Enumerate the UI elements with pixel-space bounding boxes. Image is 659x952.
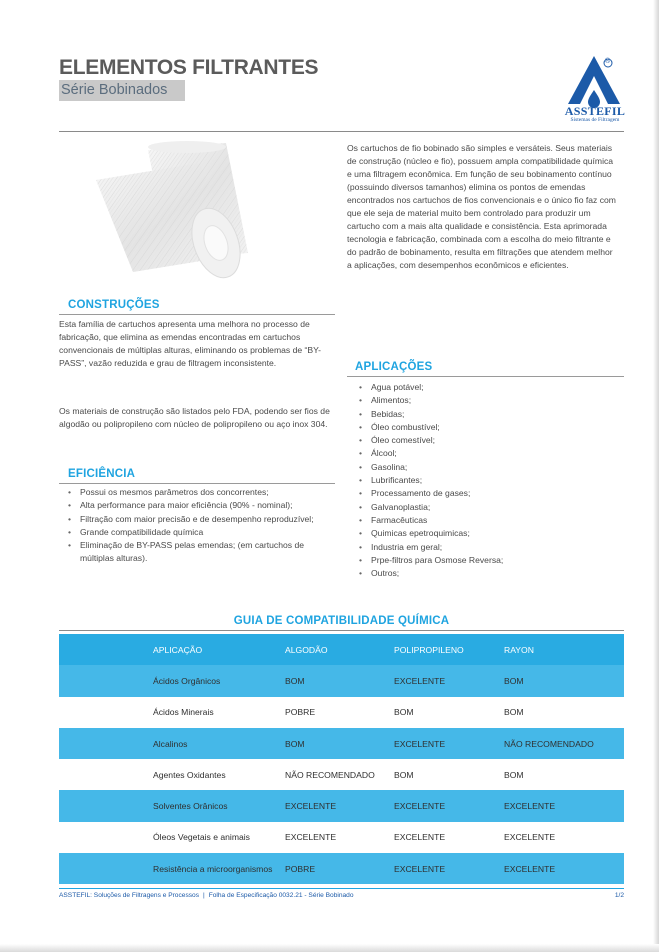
guide-title: GUIA DE COMPATIBILIDADE QUÍMICA	[233, 615, 450, 627]
compatibility-table	[59, 634, 624, 884]
list-item: • Agua potável;	[355, 381, 615, 394]
list-item: • Bebidas;	[355, 408, 615, 421]
table-cell: BOM	[285, 675, 305, 686]
table-row	[59, 728, 624, 759]
table-cell: Solventes Orânicos	[153, 801, 228, 812]
intro-paragraph: Os cartuchos de fio bobinado são simples e versáteis. Seus materiais de construção (núcleo e fio), possuem ampla compatibilidade química e uma filtragem econômica. Em função de seu bobinamento contínuo (possuindo diversos tamanhos) elimina os pontos de emendas encontrados nos cartuchos de fios convencionais e o único fio faz com que ele seja de material muito bem controlado para produzir um cartucho com a mais alta qualidade e consistência. Esta aprimorada tecnologia e fabricação, combinada com a escolha do meio filtrante e do padrão de bobinamento, resulta em filtrações que atendem melhor a aplicações, com desempenhos econômicos e eficientes.	[347, 143, 616, 270]
table-cell: BOM	[394, 769, 414, 780]
table-row	[59, 697, 624, 728]
table-cell: EXCELENTE	[285, 801, 337, 812]
aplicacoes-rule	[347, 376, 624, 377]
table-row	[59, 853, 624, 884]
list-item: • Grande compatibilidade química	[64, 526, 340, 539]
list-item: • Outros;	[355, 567, 615, 580]
construcoes-paragraph-1: Esta família de cartuchos apresenta uma melhora no processo de fabricação, que elimina as emendas encontradas em cartuchos convencionais de múltiplas alturas, eliminando os problemas de “BY-PASS”, vazão reduzida e grau de filtragem inconsistente.	[59, 319, 321, 368]
page-subtitle: Série Bobinados	[59, 80, 185, 101]
list-item: • Alimentos;	[355, 394, 615, 407]
list-item: • Óleo combustível;	[355, 421, 615, 434]
table-cell: Alcalinos	[153, 738, 188, 749]
logo-tagline: Sistemas de Filtragem	[570, 117, 620, 123]
list-item: • Processamento de gases;	[355, 487, 615, 500]
table-cell: BOM	[394, 707, 414, 718]
header-rule	[59, 131, 624, 132]
table-cell: EXCELENTE	[394, 738, 446, 749]
table-cell: POBRE	[285, 707, 316, 718]
table-row	[59, 665, 624, 696]
page-title: ELEMENTOS FILTRANTES	[59, 56, 319, 79]
table-cell: EXCELENTE	[285, 832, 337, 843]
table-cell: BOM	[285, 738, 305, 749]
table-cell: Agentes Oxidantes	[153, 769, 226, 780]
table-cell: Ácidos Minerais	[153, 707, 214, 718]
table-cell: NÃO RECOMENDADO	[504, 738, 594, 749]
table-row	[59, 759, 624, 790]
logo-name: ASSTEFIL	[564, 104, 626, 118]
column-header-algodao: ALGODÃO	[285, 644, 328, 655]
eficiencia-rule	[59, 483, 335, 484]
page-number: 1/2	[614, 892, 624, 899]
construcoes-rule	[59, 314, 335, 315]
table-header-row	[59, 634, 624, 665]
column-header-polipropileno: POLIPROPILENO	[394, 644, 464, 655]
logo-registered-mark: ®	[605, 58, 611, 65]
list-item: • Álcool;	[355, 447, 615, 460]
list-item: • Gasolina;	[355, 461, 615, 474]
footer-separator: |	[203, 892, 205, 899]
construcoes-heading: CONSTRUÇÕES	[68, 299, 160, 311]
column-header-rayon: RAYON	[504, 644, 534, 655]
footer-rule	[59, 888, 624, 889]
list-item: • Óleo comestível;	[355, 434, 615, 447]
list-item: • Lubrificantes;	[355, 474, 615, 487]
table-cell: EXCELENTE	[394, 832, 446, 843]
table-cell: BOM	[504, 675, 524, 686]
list-item: • Alta performance para maior eficiência (90% - nominal);	[64, 499, 340, 512]
footer-spec: Folha de Especificação 0032.21 - Série Bobinado	[208, 892, 354, 899]
table-row	[59, 822, 624, 853]
list-item: • Farmacêuticas	[355, 514, 615, 527]
table-cell: Ácidos Orgânicos	[153, 675, 221, 686]
filter-cartridge-photo	[88, 135, 328, 295]
table-cell: EXCELENTE	[394, 675, 446, 686]
eficiencia-heading: EFICIÊNCIA	[68, 468, 136, 480]
table-cell: Óleos Vegetais e animais	[153, 832, 250, 843]
list-item: • Possui os mesmos parâmetros dos concorrentes;	[64, 486, 340, 499]
list-item: • Quimicas epetroquimicas;	[355, 527, 615, 540]
table-cell: NÃO RECOMENDADO	[285, 769, 375, 780]
page-bottom-edge	[0, 944, 659, 952]
construcoes-paragraph-2: Os materiais de construção são listados pelo FDA, podendo ser fios de algodão ou polipropileno com núcleo de polipropileno ou aço inox 304.	[59, 406, 330, 429]
column-header-aplicacao: APLICAÇÃO	[153, 644, 203, 655]
footer-company: ASSTEFIL: Soluções de Filtragens e Processos	[59, 892, 199, 899]
table-cell: EXCELENTE	[394, 801, 446, 812]
table-row	[59, 790, 624, 821]
list-item: • Galvanoplastia;	[355, 501, 615, 514]
table-cell: EXCELENTE	[504, 801, 556, 812]
list-item: • Filtração com maior precisão e de desempenho reproduzível;	[64, 513, 340, 526]
guide-rule	[59, 630, 624, 631]
table-cell: EXCELENTE	[504, 863, 556, 874]
aplicacoes-heading: APLICAÇÕES	[355, 361, 433, 373]
table-cell: BOM	[504, 769, 524, 780]
page-footer	[59, 892, 624, 899]
table-cell: EXCELENTE	[504, 832, 556, 843]
aplicacoes-list	[355, 381, 615, 580]
list-item: • Prpe-filtros para Osmose Reversa;	[355, 554, 615, 567]
table-cell: POBRE	[285, 863, 316, 874]
eficiencia-list	[64, 486, 340, 566]
table-cell: EXCELENTE	[394, 863, 446, 874]
table-cell: BOM	[504, 707, 524, 718]
list-item: • Eliminação de BY-PASS pelas emendas; (em cartuchos de múltiplas alturas).	[64, 539, 340, 566]
page-edge-shadow	[653, 0, 659, 952]
table-cell: Resistência a microorganismos	[153, 863, 273, 874]
list-item: • Industria em geral;	[355, 541, 615, 554]
